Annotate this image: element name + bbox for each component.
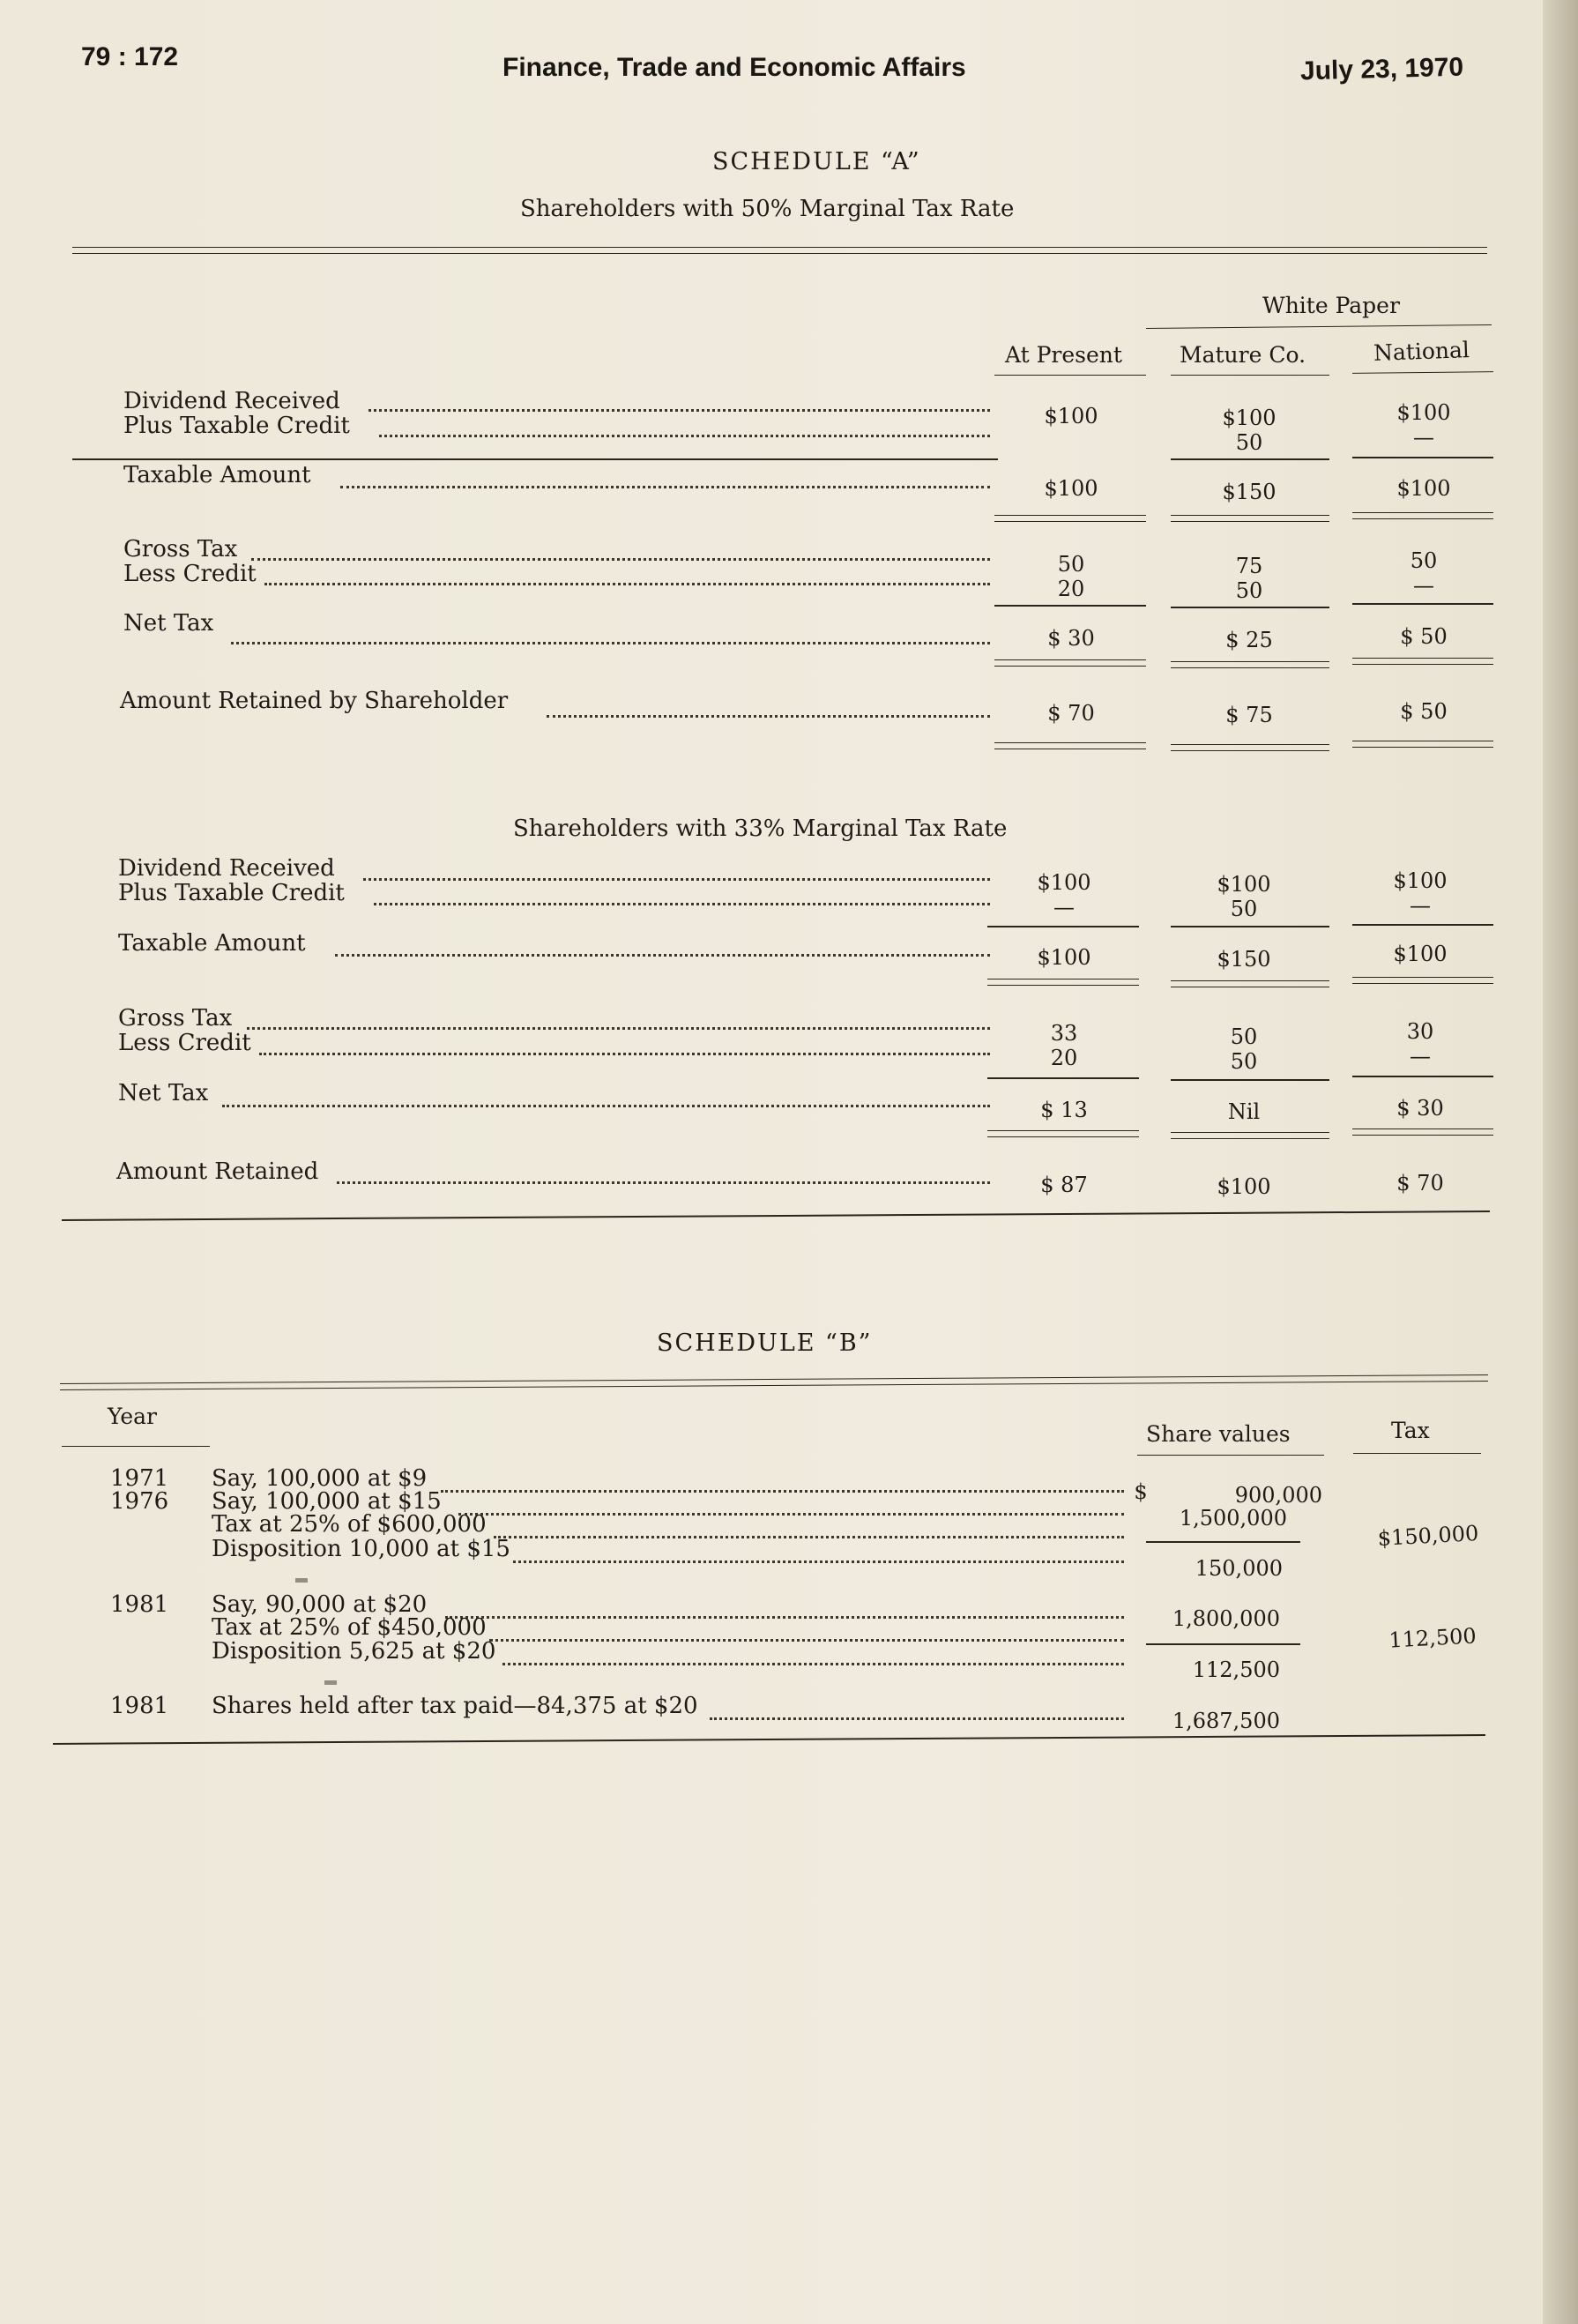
t1-less-credit-national: — [1413,573,1434,598]
double-rule [994,742,1146,749]
b-row-dollar-sign: $ [1134,1479,1148,1504]
t1-retained-national: $ 50 [1400,699,1448,724]
leader-dots [340,486,990,488]
column-tax: Tax [1391,1418,1430,1443]
subtotal-rule-3 [1352,924,1493,926]
double-rule [1171,1132,1329,1139]
t1-gross-mature: 75 [1235,554,1263,578]
b-row-share-value: 1,687,500 [1172,1709,1280,1733]
double-rule [1352,977,1493,984]
column-year: Year [108,1404,157,1429]
t2-row-gross-label: Gross Tax [118,1005,233,1032]
t2-taxable-mature: $150 [1217,947,1271,972]
share-values-underline [1137,1455,1324,1456]
leader-dots [337,1181,990,1184]
t2-less-credit-national: — [1410,1044,1431,1069]
leader-dots [363,878,990,881]
b-row-year: 1976 [110,1488,169,1515]
tax-underline [1353,1453,1481,1454]
table2-subtitle: Shareholders with 33% Marginal Tax Rate [513,816,1008,842]
double-rule [1171,744,1329,751]
double-rule [1352,741,1493,748]
section-title: Finance, Trade and Economic Affairs [502,53,966,82]
double-rule [994,659,1146,667]
print-mark [295,1578,308,1583]
leader-dots [259,1053,990,1055]
t2-row-taxable-label: Taxable Amount [118,930,306,957]
t2-row-taxcredit-label: Plus Taxable Credit [118,880,345,906]
header-rule-1 [994,375,1146,376]
t2-row-dividend-label: Dividend Received [118,855,335,882]
b-row-desc: Tax at 25% of $600,000 [212,1511,487,1538]
leader-dots [489,1639,1124,1642]
t2-dividend-mature: $100 [1217,872,1271,897]
t2-less-credit-mature: 50 [1230,1049,1258,1074]
t2-taxable-at-present: $100 [1037,945,1091,970]
leader-dots [264,583,990,585]
b-row-desc: Say, 100,000 at $15 [212,1488,442,1515]
leader-dots [547,715,990,718]
b-row-year: 1981 [110,1693,169,1719]
t1-net-mature: $ 25 [1225,628,1273,652]
leader-dots [222,1105,990,1107]
t2-gross-national: 30 [1406,1019,1434,1044]
b-row-share-value: 1,500,000 [1179,1506,1287,1531]
table1-subtitle: Shareholders with 50% Marginal Tax Rate [520,196,1015,222]
t2-gross-at-present: 33 [1050,1021,1078,1046]
t2-net-national: $ 30 [1396,1096,1444,1121]
b-row-desc: Say, 90,000 at $20 [212,1591,428,1618]
t2-row-retained-label: Amount Retained [116,1158,319,1185]
leader-dots [335,954,990,957]
t1-dividend-mature: $100 [1222,406,1277,430]
page-ref: 79 : 172 [81,42,179,71]
leader-dots [374,903,990,905]
double-rule [1171,515,1329,522]
subtotal-rule-3 [1352,603,1493,605]
b-row-tax: 112,500 [1388,1623,1478,1653]
column-share-values: Share values [1146,1421,1291,1447]
t1-retained-at-present: $ 70 [1047,701,1095,726]
t1-less-credit-mature: 50 [1235,578,1263,603]
leader-dots [494,1536,1124,1538]
subtotal-rule-1 [987,926,1139,927]
double-rule [987,979,1139,986]
double-rule [1352,512,1493,519]
b-row-share-value: 150,000 [1195,1556,1283,1581]
b-row-desc: Shares held after tax paid—84,375 at $20 [212,1693,698,1719]
t1-less-credit-at-present: 20 [1057,577,1085,601]
t1-row-net-label: Net Tax [123,610,214,637]
t2-taxcredit-national: — [1410,893,1431,918]
column-at-present: At Present [1005,342,1122,368]
b-row-tax: $150,000 [1377,1521,1479,1551]
t1-taxable-national: $100 [1396,476,1451,501]
b-row-year: 1971 [110,1465,169,1492]
year-underline [62,1446,210,1447]
t1-taxcredit-mature: 50 [1235,430,1263,455]
schedule-b-title: SCHEDULE “B” [657,1330,873,1357]
page-date: July 23, 1970 [1299,52,1464,86]
leader-dots [710,1717,1124,1720]
t2-dividend-at-present: $100 [1037,870,1091,895]
t1-dividend-at-present: $100 [1044,404,1098,428]
header-rule-2 [1171,375,1329,376]
t1-row-taxable-label: Taxable Amount [123,462,311,488]
subtotal-rule [1146,1643,1300,1645]
subtotal-rule-1 [72,458,998,460]
t2-gross-mature: 50 [1230,1024,1258,1049]
t1-row-dividend-label: Dividend Received [123,388,340,414]
leader-dots [231,642,990,644]
t2-retained-at-present: $ 87 [1040,1173,1088,1197]
double-rule [994,515,1146,522]
column-mature-co: Mature Co. [1180,342,1306,368]
t1-row-less-credit-label: Less Credit [123,561,257,587]
t2-retained-national: $ 70 [1396,1171,1444,1196]
t2-net-mature: Nil [1227,1099,1261,1124]
leader-dots [368,409,990,412]
t1-gross-national: 50 [1410,548,1438,573]
t2-row-net-label: Net Tax [118,1080,209,1106]
leader-dots [379,435,990,437]
t1-taxcredit-national: — [1413,425,1434,450]
leader-dots [445,1616,1124,1619]
t2-retained-mature: $100 [1217,1174,1271,1199]
t1-net-national: $ 50 [1400,624,1448,649]
t1-taxable-at-present: $100 [1044,476,1098,501]
double-rule [987,1130,1139,1137]
double-rule [1352,658,1493,665]
double-rule [1171,661,1329,668]
double-rule [1171,980,1329,987]
leader-dots [441,1490,1124,1493]
subtotal-rule-2 [1171,926,1329,927]
subtotal-rule [1146,1541,1300,1543]
print-mark [324,1680,337,1685]
b-row-desc: Tax at 25% of $450,000 [212,1614,487,1641]
b-row-share-value: 1,800,000 [1172,1606,1280,1631]
page-binding-shadow [1543,0,1578,2324]
white-paper-header: White Paper [1262,293,1400,318]
t2-dividend-national: $100 [1393,868,1448,893]
t2-net-at-present: $ 13 [1040,1098,1088,1122]
t1-taxable-mature: $150 [1222,480,1277,504]
t1-gross-at-present: 50 [1057,552,1085,577]
leader-dots [251,558,990,561]
subtotal-rule-2 [1171,607,1329,608]
leader-dots [502,1663,1124,1665]
t2-taxcredit-at-present: — [1053,895,1075,920]
b-row-share-value: 900,000 [1234,1483,1322,1508]
t1-retained-mature: $ 75 [1225,703,1273,727]
b-row-desc: Disposition 10,000 at $15 [212,1536,510,1562]
column-national: National [1373,337,1470,366]
t2-row-less-credit-label: Less Credit [118,1030,251,1056]
subtotal-rule-2 [1171,1079,1329,1081]
subtotal-rule-2 [1171,458,1329,460]
table1-top-rule [72,247,1487,254]
t1-dividend-national: $100 [1396,400,1451,425]
t2-taxable-national: $100 [1393,942,1448,966]
b-row-desc: Disposition 5,625 at $20 [212,1638,496,1665]
t1-row-retained-label: Amount Retained by Shareholder [120,688,509,714]
b-row-desc: Say, 100,000 at $9 [212,1465,428,1492]
leader-dots [513,1561,1124,1563]
t1-net-at-present: $ 30 [1047,626,1095,651]
subtotal-rule-1 [987,1077,1139,1079]
t2-less-credit-at-present: 20 [1050,1046,1078,1070]
schedule-a-title: SCHEDULE “A” [712,148,921,175]
b-row-year: 1981 [110,1591,169,1618]
subtotal-rule-3 [1352,1076,1493,1077]
leader-dots [247,1027,990,1030]
subtotal-rule-1 [994,605,1146,607]
t1-row-gross-label: Gross Tax [123,536,238,562]
subtotal-rule-3 [1352,457,1493,458]
t1-row-taxcredit-label: Plus Taxable Credit [123,413,350,439]
b-row-share-value: 112,500 [1192,1657,1280,1682]
t2-taxcredit-mature: 50 [1230,897,1258,921]
leader-dots [458,1513,1124,1516]
double-rule [1352,1128,1493,1136]
